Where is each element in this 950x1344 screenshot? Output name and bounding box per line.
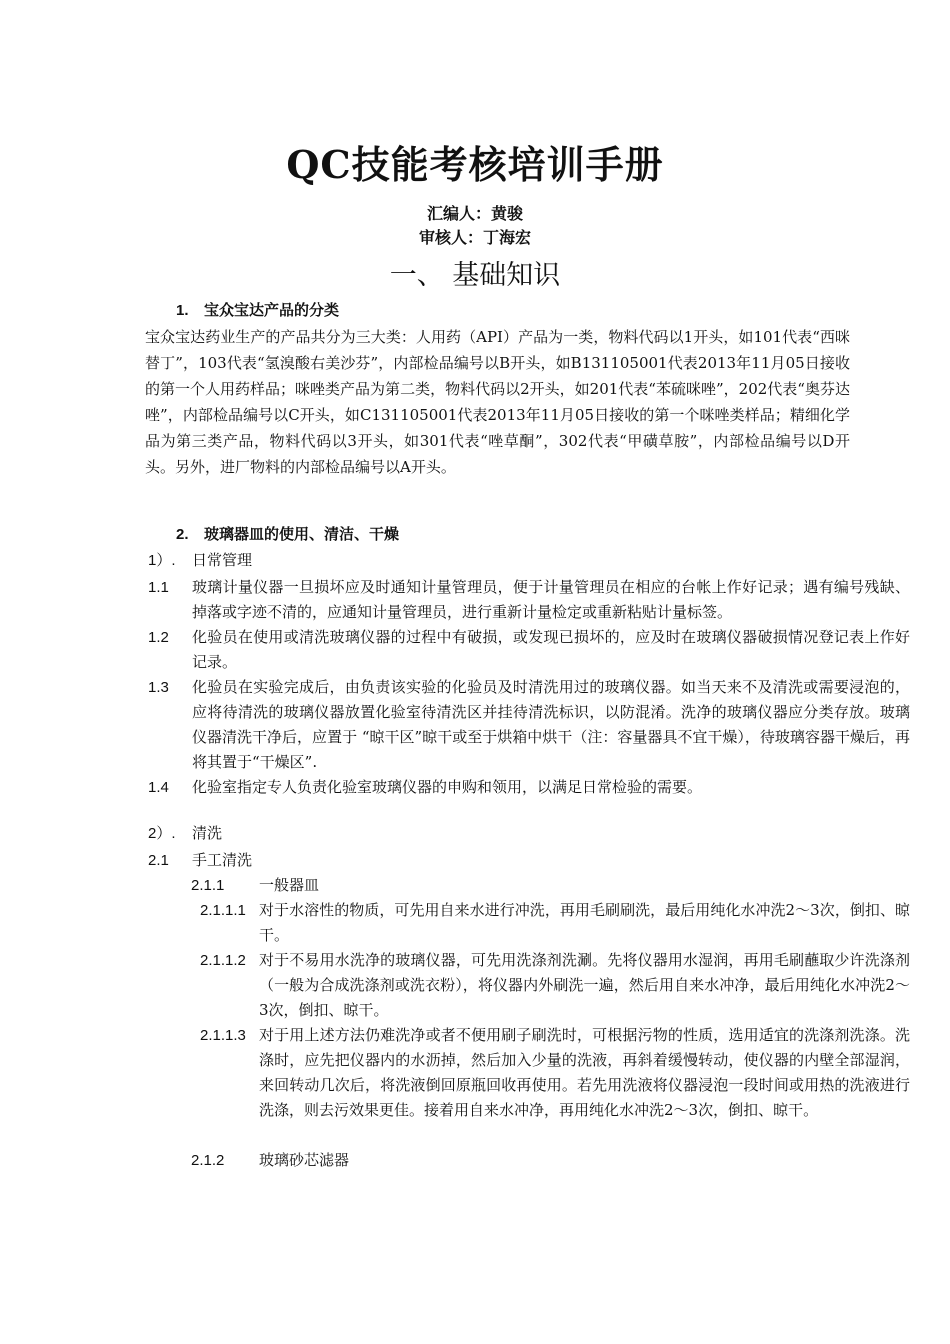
item-number: 1.1 — [148, 579, 169, 596]
section-2-heading — [176, 524, 399, 546]
item-text: 对于水溶性的物质，可先用自来水进行冲洗，再用毛刷刷洗，最后用纯化水冲洗2～3次，倒扣、晾干。 — [259, 901, 910, 944]
list-item — [148, 625, 910, 675]
list-item — [200, 898, 910, 948]
item-number: 2.1 — [148, 852, 169, 869]
section-2-title: 玻璃器皿的使用、清洁、干燥 — [204, 526, 400, 543]
item-number: 2.1.1 — [191, 877, 225, 894]
item-text: 化验员在实验完成后，由负责该实验的化验员及时清洗用过的玻璃仪器。如当天来不及清洗或需要浸泡的，应将待清洗的玻璃仪器放置化验室待清洗区并挂待清洗标识，以防混淆。洗净的玻璃仪器应分类存放。玻璃仪器清洗干净后，应置于 “晾干区”晾干或至于烘箱中烘干（注：容量器具不宜干燥），待玻璃容器干燥后，再将其置于“干燥区”. — [192, 678, 910, 771]
section-1-heading — [176, 300, 339, 322]
item-text: 对于不易用水洗净的玻璃仪器，可先用洗涤剂洗涮。先将仪器用水湿润，再用毛刷蘸取少许洗涤剂（一般为合成洗涤剂或洗衣粉），将仪器内外刷洗一遍，然后用自来水冲净，最后用纯化水冲洗2～3次，倒扣、晾干。 — [259, 951, 910, 1019]
list-item — [148, 675, 910, 775]
item-number: 2.1.1.1 — [200, 902, 246, 919]
subsection-1-title: 日常管理 — [192, 552, 253, 569]
item-text: 对于用上述方法仍难洗净或者不便用刷子刷洗时，可根据污物的性质，选用适宜的洗涤剂洗涤。洗涤时，应先把仪器内的水沥掉，然后加入少量的洗液，再斜着缓慢转动，使仪器的内壁全部湿润，来回转动几次后，将洗液倒回原瓶回收再使用。若先用洗液将仪器浸泡一段时间或用热的洗液进行洗涤，则去污效果更佳。接着用自来水冲净，再用纯化水冲洗2～3次，倒扣、晾干。 — [259, 1026, 910, 1119]
item-number: 1.4 — [148, 779, 169, 796]
subsection-2-heading — [148, 823, 222, 845]
document-title: QC技能考核培训手册 — [286, 142, 664, 187]
list-item — [148, 575, 910, 625]
subsection-1-number: 1）. — [148, 552, 176, 569]
compiler-line: 汇编人：黄骏 — [426, 204, 523, 223]
list-item — [191, 1148, 910, 1173]
subsection-1-heading — [148, 550, 252, 572]
item-text: 化验员在使用或清洗玻璃仪器的过程中有破损，或发现已损坏的，应及时在玻璃仪器破损情况登记表上作好记录。 — [192, 628, 910, 671]
item-text: 手工清洗 — [192, 851, 253, 869]
list-item — [200, 948, 910, 1023]
reviewer-line: 审核人：丁海宏 — [418, 228, 531, 247]
section-1-title: 宝众宝达产品的分类 — [204, 302, 340, 319]
item-number: 2.1.1.2 — [200, 952, 246, 969]
section-1-paragraph: 宝众宝达药业生产的产品共分为三大类：人用药（API）产品为一类，物料代码以1开头，如101代表“西咪替丁”，103代表“氢溴酸右美沙芬”，内部检品编号以B开头，如B131105001代表2013年11月05日接收的第一个人用药样品；咪唑类产品为第二类，物料代码以2开头，如201代表“苯硫咪唑”，202代表“奥芬达唑”，内部检品编号以C开头，如C131105001代表2013年11月05日接收的第一个咪唑类样品；精细化学品为第三类产品，物料代码以3开头，如301代表“唑草酮”，302代表“甲磺草胺”，内部检品编号以D开头。另外，进厂物料的内部检品编号以A开头。 — [145, 328, 850, 476]
item-text: 玻璃砂芯滤器 — [259, 1151, 350, 1169]
subsection-2-title: 清洗 — [192, 825, 223, 842]
item-text: 玻璃计量仪器一旦损坏应及时通知计量管理员，便于计量管理员在相应的台帐上作好记录；遇有编号残缺、掉落或字迹不清的，应通知计量管理员，进行重新计量检定或重新粘贴计量标签。 — [192, 578, 910, 621]
item-number: 1.3 — [148, 679, 169, 696]
list-item — [148, 775, 910, 800]
list-item — [148, 848, 910, 873]
item-text: 一般器皿 — [259, 876, 320, 894]
list-item — [191, 873, 910, 898]
list-item — [200, 1023, 910, 1148]
item-number: 1.2 — [148, 629, 169, 646]
chapter-heading: 一、 基础知识 — [389, 260, 561, 291]
subsection-2-number: 2）. — [148, 825, 176, 842]
section-2-number: 2. — [176, 526, 189, 543]
item-text: 化验室指定专人负责化验室玻璃仪器的申购和领用，以满足日常检验的需要。 — [192, 778, 703, 796]
section-1-number: 1. — [176, 302, 189, 319]
item-number: 2.1.2 — [191, 1152, 225, 1169]
item-number: 2.1.1.3 — [200, 1027, 246, 1044]
